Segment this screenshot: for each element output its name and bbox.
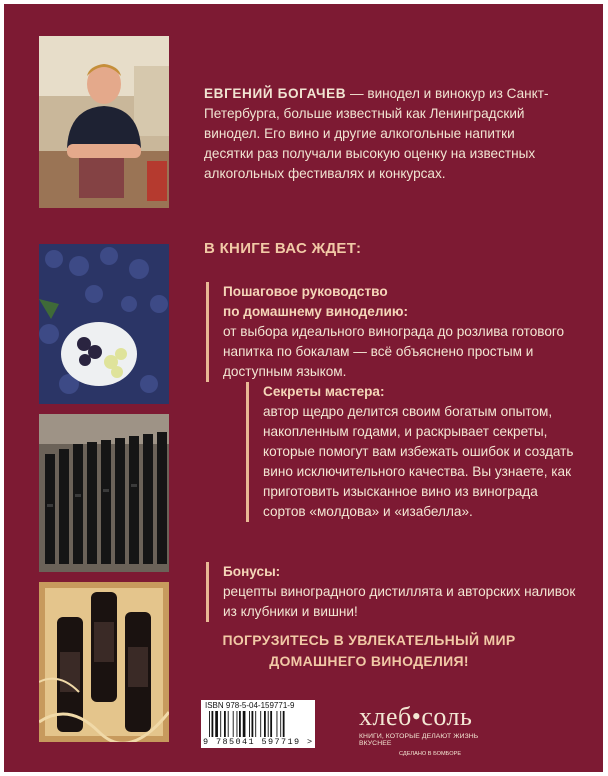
wine-bottles-photo	[39, 414, 169, 572]
feature-guide	[206, 282, 583, 382]
publisher-logo	[359, 704, 489, 757]
publisher-tagline: КНИГИ, КОТОРЫЕ ДЕЛАЮТ ЖИЗНЬ ВКУСНЕЕ	[359, 733, 479, 747]
feature-guide-title-1: Пошаговое руководство	[223, 284, 388, 299]
wine-gift-box-photo	[39, 582, 169, 742]
barcode-box	[201, 700, 315, 748]
feature-secrets-title: Секреты мастера:	[263, 384, 385, 399]
slogan-line-2: ДОМАШНЕГО ВИНОДЕЛИЯ!	[269, 653, 469, 669]
author-name: ЕВГЕНИЙ БОГАЧЕВ	[204, 86, 347, 101]
feature-bonuses	[206, 562, 583, 622]
barcode-bars	[209, 711, 309, 737]
author-bio-text: — винодел и винокур из Санкт-Петербурга, больше известный как Ленинградский винодел. Его вино и другие алкогольные напитки десятки раз получали высокую оценку на известных алкогольных фестивалях и конкурсах.	[204, 86, 549, 181]
grapes-photo	[39, 244, 169, 404]
section-heading: В КНИГЕ ВАС ЖДЕТ:	[204, 240, 362, 257]
feature-guide-text: от выбора идеального винограда до розлива готового напитка по бокалам — всё объяснено простым и доступным языком.	[223, 324, 565, 379]
feature-guide-title-2: по домашнему виноделию:	[223, 304, 408, 319]
feature-secrets	[246, 382, 583, 522]
isbn-text: ISBN 978-5-04-159771-9	[205, 701, 295, 710]
feature-secrets-text: автор щедро делится своим богатым опытом, накопленным годами, и раскрывает секреты, которые помогут вам избежать ошибок и создать вино исключительного качества. Вы узнаете, как приготовить изысканное вино из винограда сортов «молдова» и «изабелла».	[263, 404, 574, 519]
barcode-number: 9 785041 597719 >	[203, 737, 314, 747]
author-photo	[39, 36, 169, 208]
book-back-cover	[4, 4, 603, 772]
feature-bonuses-title: Бонусы:	[223, 564, 281, 579]
author-bio	[204, 84, 564, 184]
slogan-line-1: ПОГРУЗИТЕСЬ В УВЛЕКАТЕЛЬНЫЙ МИР	[222, 632, 516, 648]
slogan	[204, 630, 534, 672]
publisher-logo-text: хлеб•соль	[359, 702, 473, 731]
feature-bonuses-text: рецепты виноградного дистиллята и авторских наливок из клубники и вишни!	[223, 584, 576, 619]
publisher-made-in: СДЕЛАНО В БОМБОРЕ	[399, 751, 462, 757]
